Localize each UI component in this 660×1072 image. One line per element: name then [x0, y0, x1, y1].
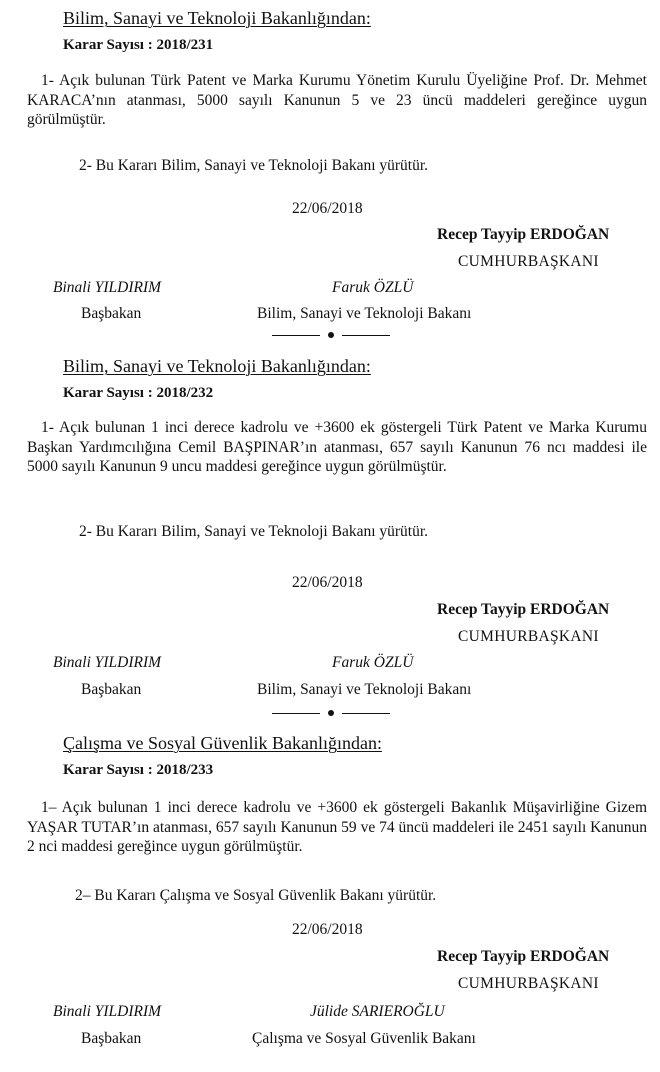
president-name: Recep Tayyip ERDOĞAN [437, 601, 610, 618]
president-title: CUMHURBAŞKANI [458, 975, 599, 992]
ministry-heading: Çalışma ve Sosyal Güvenlik Bakanlığından: [63, 733, 382, 753]
article-2: 2- Bu Kararı Bilim, Sanayi ve Teknoloji Bakanı yürütür. [79, 157, 429, 174]
article-1: 1- Açık bulunan Türk Patent ve Marka Kurumu Yönetim Kurulu Üyeliğine Prof. Dr. Mehmet KARACA’nın atanması, 5000 sayılı Kanunun 5 ve 23 üncü maddeleri gereğince uygun görülmüştür. [27, 72, 647, 128]
decision-number: Karar Sayısı : 2018/233 [63, 762, 214, 778]
minister-title: Çalışma ve Sosyal Güvenlik Bakanı [252, 1030, 476, 1047]
prime-minister-name: Binali YILDIRIM [53, 1003, 162, 1020]
article-2: 2– Bu Kararı Çalışma ve Sosyal Güvenlik Bakanı yürütür. [75, 887, 437, 904]
minister-name: Faruk ÖZLÜ [332, 654, 414, 671]
minister-name: Jülide SARIEROĞLU [310, 1003, 445, 1020]
ministry-heading: Bilim, Sanayi ve Teknoloji Bakanlığından: [63, 356, 371, 376]
section-separator [272, 332, 390, 338]
separator-dot [328, 710, 334, 716]
prime-minister-title: Başbakan [81, 305, 142, 322]
president-title: CUMHURBAŞKANI [458, 628, 599, 645]
article-2: 2- Bu Kararı Bilim, Sanayi ve Teknoloji Bakanı yürütür. [79, 523, 429, 540]
section-separator [272, 710, 390, 716]
minister-name: Faruk ÖZLÜ [332, 279, 414, 296]
prime-minister-name: Binali YILDIRIM [53, 654, 162, 671]
decision-number: Karar Sayısı : 2018/232 [63, 385, 214, 401]
article-1: 1- Açık bulunan 1 inci derece kadrolu ve +3600 ek göstergeli Türk Patent ve Marka Kurumu Başkan Yardımcılığına Cemil BAŞPINAR’ın atanması, 657 sayılı Kanunun 76 ncı maddesi ile 5000 sayılı Kanunun 9 uncu maddesi gereğince uygun görülmüştür. [27, 419, 647, 475]
separator-dot [328, 332, 334, 338]
decree-date: 22/06/2018 [292, 200, 363, 217]
ministry-heading: Bilim, Sanayi ve Teknoloji Bakanlığından: [63, 8, 371, 28]
separator-line [272, 713, 320, 714]
decree-date: 22/06/2018 [292, 921, 363, 938]
minister-title: Bilim, Sanayi ve Teknoloji Bakanı [257, 681, 472, 698]
separator-line [272, 335, 320, 336]
article-1: 1– Açık bulunan 1 inci derece kadrolu ve +3600 ek göstergeli Bakanlık Müşavirliğine Gizem YAŞAR TUTAR’ın atanması, 657 sayılı Kanunun 59 ve 74 üncü maddeleri ile 2451 sayılı Kanunun 2 nci maddesi gereğince uygun görülmüştür. [27, 799, 647, 855]
separator-line [342, 713, 390, 714]
separator-line [342, 335, 390, 336]
decree-date: 22/06/2018 [292, 574, 363, 591]
prime-minister-title: Başbakan [81, 681, 142, 698]
decision-number: Karar Sayısı : 2018/231 [63, 37, 214, 53]
prime-minister-name: Binali YILDIRIM [53, 279, 162, 296]
president-name: Recep Tayyip ERDOĞAN [437, 948, 610, 965]
president-title: CUMHURBAŞKANI [458, 253, 599, 270]
prime-minister-title: Başbakan [81, 1030, 142, 1047]
president-name: Recep Tayyip ERDOĞAN [437, 226, 610, 243]
minister-title: Bilim, Sanayi ve Teknoloji Bakanı [257, 305, 472, 322]
